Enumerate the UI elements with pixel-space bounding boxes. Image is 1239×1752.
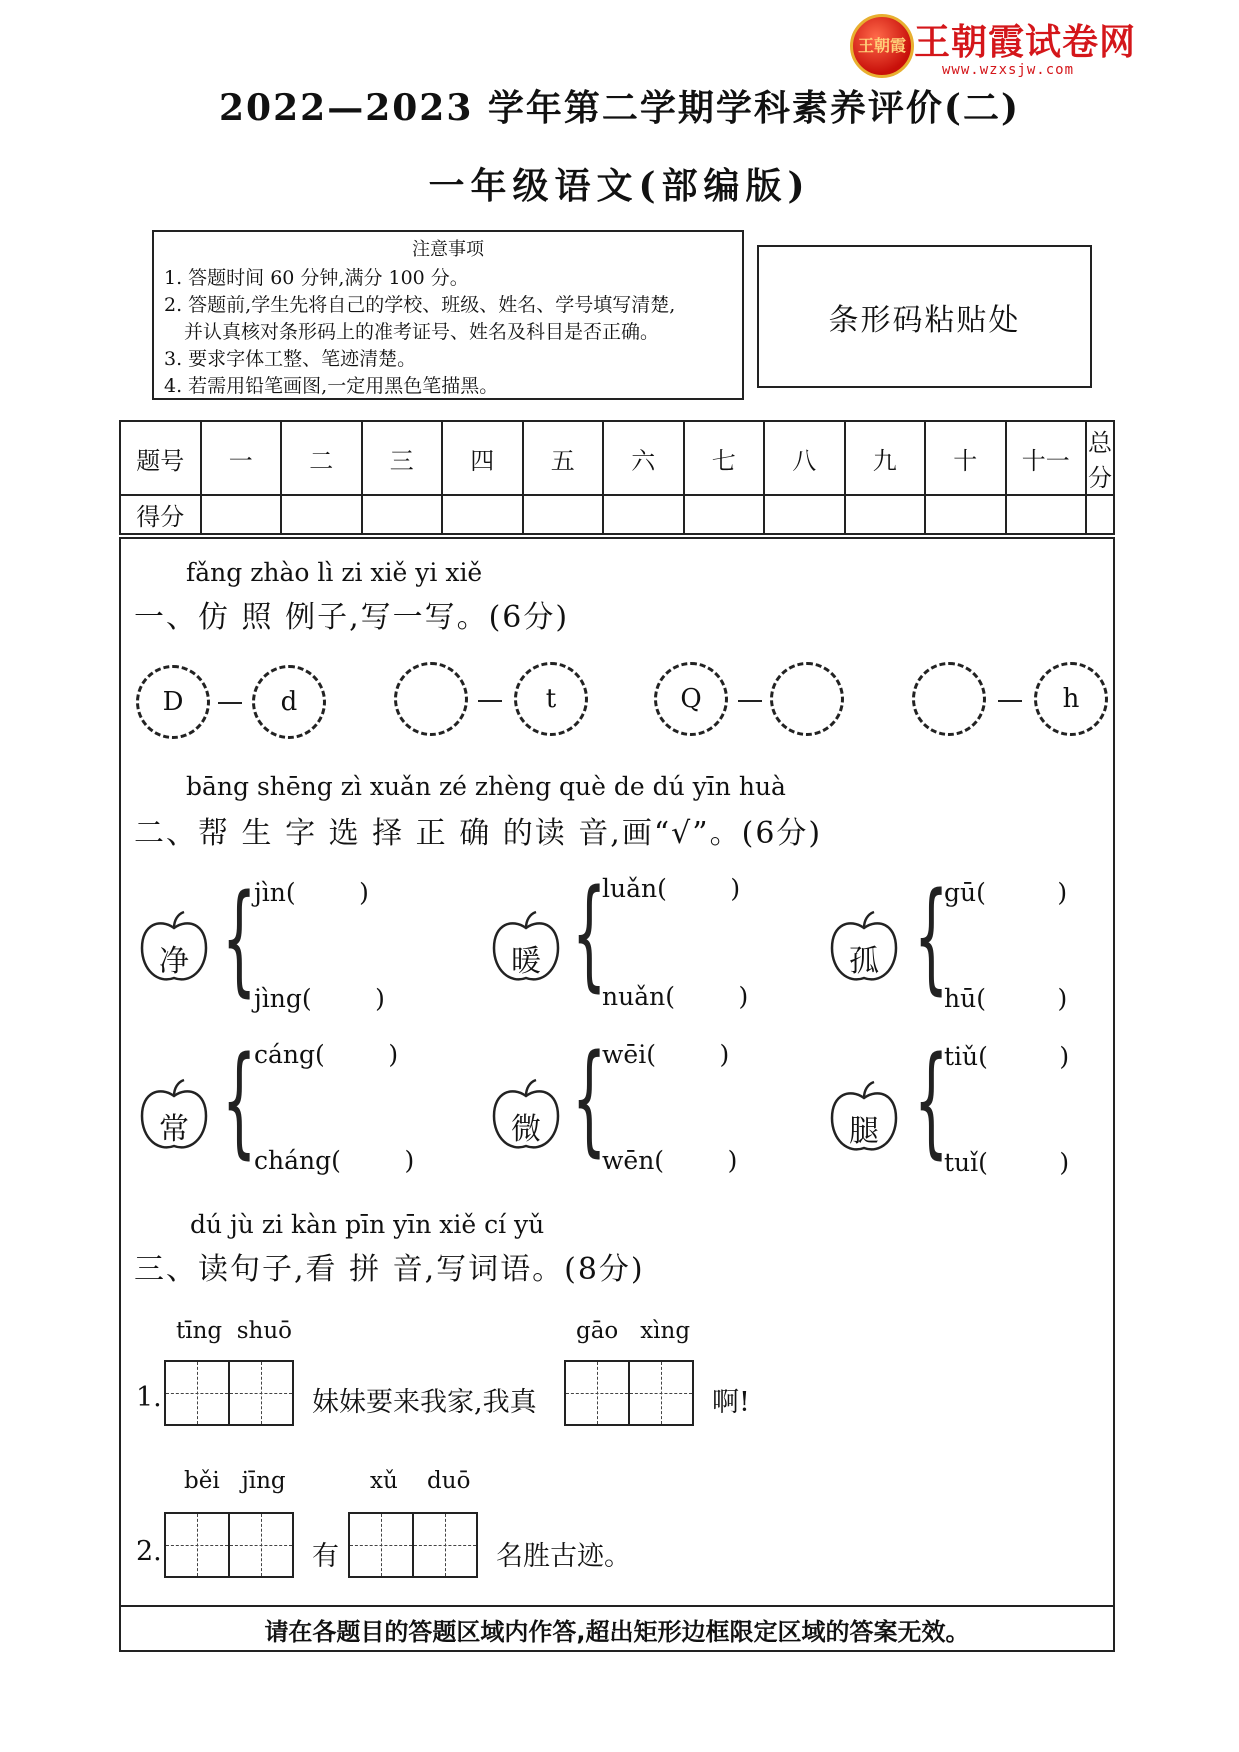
exam-title: 2022—2023 学年第二学期学科素养评价(二) bbox=[219, 87, 1020, 129]
sentence-text: 妹妹要来我家,我真 bbox=[312, 1387, 537, 1418]
q2-title: 二、帮 生 字 选 择 正 确 的读 音,画“√”。(6分) bbox=[134, 816, 823, 851]
letter-circle: d bbox=[252, 665, 326, 739]
tianzige-box[interactable] bbox=[628, 1360, 694, 1426]
apple-char: 常 bbox=[159, 1112, 189, 1147]
score-cell: 七 bbox=[684, 421, 765, 495]
letter-circle-blank[interactable] bbox=[770, 662, 844, 736]
reading-option[interactable]: wēn( ) bbox=[602, 1146, 738, 1175]
reading-option[interactable]: cáng( ) bbox=[254, 1040, 399, 1069]
word-pinyin: xǔ duō bbox=[370, 1468, 471, 1494]
footer-note: 请在各题目的答题区域内作答,超出矩形边框限定区域的答案无效。 bbox=[264, 1618, 970, 1646]
sentence-text: 啊! bbox=[712, 1387, 750, 1418]
tianzige-box[interactable] bbox=[228, 1512, 294, 1578]
reading-option[interactable]: jìn( ) bbox=[254, 878, 369, 907]
brace: { bbox=[222, 1032, 257, 1171]
letter-circle: h bbox=[1034, 662, 1108, 736]
score-input-cell[interactable] bbox=[201, 495, 282, 534]
score-input-cell[interactable] bbox=[764, 495, 845, 534]
notice-item: 1. 答题时间 60 分钟,满分 100 分。 bbox=[164, 267, 469, 289]
score-cell: 总分 bbox=[1086, 421, 1114, 495]
notice-item: 4. 若需用铅笔画图,一定用黑色笔描黑。 bbox=[164, 375, 499, 397]
apple-char: 暖 bbox=[511, 944, 541, 979]
score-table-score-row bbox=[120, 495, 1114, 534]
exam-subtitle: 一年级语文(部编版) bbox=[428, 165, 811, 207]
score-input-cell[interactable] bbox=[603, 495, 684, 534]
apple-item bbox=[138, 1078, 210, 1154]
tianzige-box[interactable] bbox=[564, 1360, 630, 1426]
score-cell: 九 bbox=[845, 421, 926, 495]
sentence-number: 2. bbox=[136, 1536, 162, 1567]
reading-option[interactable]: jìng( ) bbox=[254, 984, 385, 1013]
sentence-text: 有 bbox=[312, 1541, 339, 1572]
score-input-cell[interactable] bbox=[925, 495, 1006, 534]
q2-pinyin: bāng shēng zì xuǎn zé zhèng què de dú yīn huà bbox=[186, 772, 786, 801]
reading-option[interactable]: wēi( ) bbox=[602, 1040, 730, 1069]
logo-badge-icon: 王朝霞 bbox=[850, 14, 914, 78]
q3-pinyin: dú jù zi kàn pīn yīn xiě cí yǔ bbox=[190, 1210, 545, 1239]
brace: { bbox=[572, 865, 607, 1004]
word-pinyin: běi jīng bbox=[184, 1468, 286, 1494]
letter-circle: D bbox=[136, 665, 210, 739]
score-input-cell[interactable] bbox=[1086, 495, 1114, 534]
sentence-number: 1. bbox=[136, 1382, 162, 1413]
brace: { bbox=[222, 870, 257, 1009]
score-table bbox=[119, 420, 1115, 535]
notice-box bbox=[152, 230, 744, 400]
tianzige-box[interactable] bbox=[412, 1512, 478, 1578]
score-cell: 六 bbox=[603, 421, 684, 495]
reading-option[interactable]: cháng( ) bbox=[254, 1146, 415, 1175]
reading-option[interactable]: luǎn( ) bbox=[602, 874, 741, 903]
apple-char: 微 bbox=[511, 1112, 541, 1147]
q3-title: 三、读句子,看 拼 音,写词语。(8分) bbox=[134, 1252, 645, 1287]
score-cell: 四 bbox=[442, 421, 523, 495]
site-logo bbox=[850, 12, 1160, 78]
sentence-text: 名胜古迹。 bbox=[496, 1541, 631, 1572]
writing-grid[interactable] bbox=[566, 1360, 694, 1426]
letter-circle-blank[interactable] bbox=[394, 662, 468, 736]
apple-char: 腿 bbox=[849, 1114, 879, 1149]
score-cell: 十 bbox=[925, 421, 1006, 495]
score-input-cell[interactable] bbox=[362, 495, 443, 534]
score-cell: 三 bbox=[362, 421, 443, 495]
writing-grid[interactable] bbox=[166, 1512, 294, 1578]
score-cell: 八 bbox=[764, 421, 845, 495]
reading-option[interactable]: hū( ) bbox=[944, 984, 1068, 1013]
score-input-cell[interactable] bbox=[281, 495, 362, 534]
apple-item bbox=[828, 910, 900, 986]
footer-divider bbox=[119, 1605, 1115, 1607]
brace: { bbox=[914, 868, 949, 1007]
score-input-cell[interactable] bbox=[523, 495, 604, 534]
writing-grid[interactable] bbox=[166, 1360, 294, 1426]
reading-option[interactable]: nuǎn( ) bbox=[602, 982, 749, 1011]
score-cell: 题号 bbox=[120, 421, 201, 495]
tianzige-box[interactable] bbox=[164, 1512, 230, 1578]
tianzige-box[interactable] bbox=[228, 1360, 294, 1426]
reading-option[interactable]: gū( ) bbox=[944, 878, 1068, 907]
score-cell: 一 bbox=[201, 421, 282, 495]
dash-line bbox=[738, 700, 762, 702]
q1-title: 一、仿 照 例子,写一写。(6分) bbox=[134, 600, 570, 635]
brace: { bbox=[572, 1030, 607, 1169]
dash-line bbox=[218, 702, 242, 704]
notice-item: 并认真核对条形码上的准考证号、姓名及科目是否正确。 bbox=[184, 321, 660, 343]
score-cell: 二 bbox=[281, 421, 362, 495]
letter-circle: Q bbox=[654, 662, 728, 736]
score-table-header-row bbox=[120, 421, 1114, 495]
writing-grid[interactable] bbox=[350, 1512, 478, 1578]
letter-circle: t bbox=[514, 662, 588, 736]
dash-line bbox=[998, 700, 1022, 702]
score-cell: 五 bbox=[523, 421, 604, 495]
score-input-cell[interactable] bbox=[1006, 495, 1087, 534]
reading-option[interactable]: tuǐ( ) bbox=[944, 1148, 1070, 1177]
word-pinyin: tīng shuō bbox=[176, 1318, 293, 1344]
tianzige-box[interactable] bbox=[348, 1512, 414, 1578]
score-input-cell[interactable] bbox=[442, 495, 523, 534]
notice-heading: 注意事项 bbox=[412, 239, 484, 260]
score-input-cell[interactable] bbox=[845, 495, 926, 534]
word-pinyin: gāo xìng bbox=[576, 1318, 691, 1344]
apple-char: 孤 bbox=[849, 944, 879, 979]
apple-item bbox=[138, 910, 210, 986]
score-row-label: 得分 bbox=[120, 495, 201, 534]
tianzige-box[interactable] bbox=[164, 1360, 230, 1426]
apple-item bbox=[828, 1080, 900, 1156]
notice-item: 3. 要求字体工整、笔迹清楚。 bbox=[164, 348, 417, 370]
barcode-area: 条形码粘贴处 bbox=[757, 245, 1092, 388]
logo-url: www.wzxsjw.com bbox=[942, 62, 1075, 78]
brace: { bbox=[914, 1032, 949, 1171]
score-cell: 十一 bbox=[1006, 421, 1087, 495]
logo-name: 王朝霞试卷网 bbox=[914, 22, 1137, 63]
apple-item bbox=[490, 1078, 562, 1154]
score-input-cell[interactable] bbox=[684, 495, 765, 534]
q1-pinyin: fǎng zhào lì zi xiě yi xiě bbox=[186, 558, 483, 587]
apple-item bbox=[490, 910, 562, 986]
dash-line bbox=[478, 700, 502, 702]
notice-item: 2. 答题前,学生先将自己的学校、班级、姓名、学号填写清楚, bbox=[164, 294, 676, 316]
apple-char: 净 bbox=[159, 944, 189, 979]
reading-option[interactable]: tiǔ( ) bbox=[944, 1042, 1070, 1071]
letter-circle-blank[interactable] bbox=[912, 662, 986, 736]
